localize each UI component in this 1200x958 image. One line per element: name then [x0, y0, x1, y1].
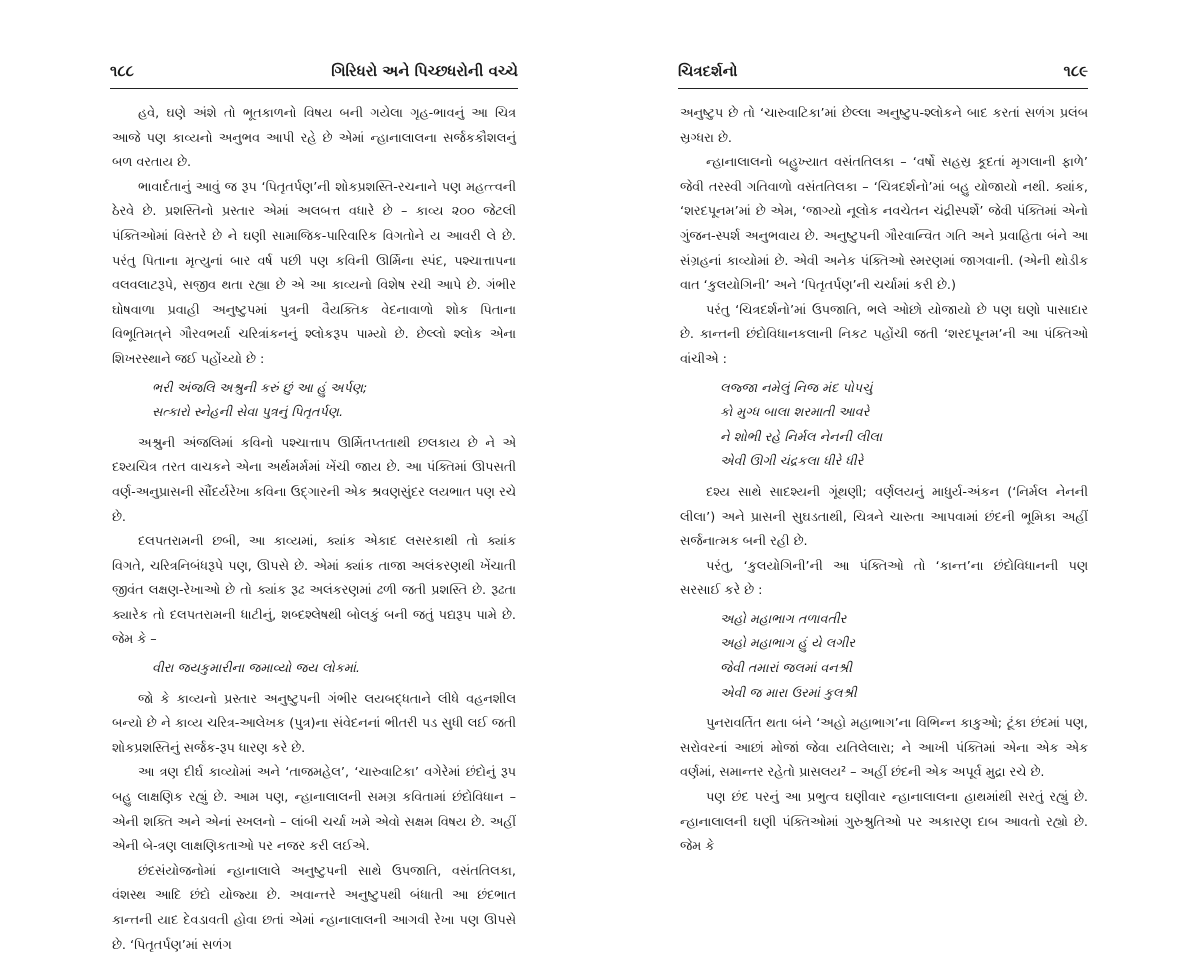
paragraph: ન્હાનાલાલનો બહુખ્યાત વસંતતિલકા – ‘વર્ષો સહસ્ર કૂદતાં મૃગલાની ફાળે’ જેવી તરસ્વી ગતિવાળો વસંતતિલકા – ‘ચિત્રદર્શનો’માં બહુ યોજાયો નથી. ક્યાંક, ‘શરદપૂનમ’માં છે એમ, ‘જાગ્યો નૂલોક નવચેતન ચંદ્રીસ્પર્શે’ જેવી પંક્તિમાં એનો ગુંજન-સ્પર્શ અનુભવાય છે. અનુષ્ટુપની ગૌરવાન્વિત ગતિ અને પ્રવાહિતા બંને આ સંગ્રહનાં કાવ્યોમાં છે. એવી અનેક પંક્તિઓ સ્મરણમાં જાગવાની. (એની થોડીક વાત ‘કુલયોગિની’ અને ‘પિતૃતર્પણ’ની ચર્ચામાં કરી છે.): [680, 155, 1089, 294]
paragraph: પણ છંદ પરનું આ પ્રભુત્વ ઘણીવાર ન્હાનાલાલના હાથમાંથી સરતું રહ્યું છે. ન્હાનાલાલની ઘણી પંક્તિઓમાં ગુરુશ્રુતિઓ પર અકારણ દાબ આવતો રહ્યો છે. જેમ કે: [680, 790, 1088, 855]
right-page-number: ૧૮૯: [1063, 62, 1088, 80]
verse-line: ભરી અંજલિ અશ્રુની કરું છું આ હું અર્પણ;: [152, 380, 368, 396]
paragraph: પરંતુ, ‘કુલયોગિની’ની આ પંક્તિઓ તો ‘કાન્ત’ના છંદોવિધાનની પણ સરસાઈ કરે છે :: [680, 558, 1088, 599]
left-running-title: ગિરિધરો અને પિચ્છધરોની વચ્ચે: [331, 62, 518, 80]
verse-line: એવી ઊગી ચંદ્રકલા ધીરે ધીરે: [720, 454, 864, 470]
verse-block: [112, 377, 516, 426]
verse-line: કો મુગ્ધ બાલા શરમાતી આવરે: [720, 405, 870, 421]
paragraph: છંદસંયોજનોમાં ન્હાનાલાલે અનુષ્ટુપની સાથે ઉપજાતિ, વસંતતિલકા, વંશસ્થ આદિ છંદો યોજ્યા છે. અવાન્તરે અનુષ્ટુપથી બંધાતી આ છંદભાત કાન્તની યાદ દેવડાવતી હોવા છતાં એમાં ન્હાનાલાલની આગવી રેખા પણ ઊપસે છે. ‘પિતૃતર્પણ’માં સળંગ: [112, 863, 516, 953]
verse-line: અહો મહાભાગ તળાવતીર: [720, 611, 847, 627]
verse-line: જેવી તમારાં જલમાં વનશ્રી: [720, 661, 852, 677]
right-header-rule: [678, 88, 1088, 89]
verse-line: ને શોભી રહે નિર્મલ નેનની લીલા: [720, 429, 883, 445]
verse-block: [680, 377, 1088, 475]
verse-line: સત્કારો સ્નેહની સેવા પુત્રનું પિતૃતર્પણ.: [152, 405, 344, 421]
verse-line: એવી જ મારા ઉરમાં કુલશ્રી: [720, 685, 857, 701]
right-page: [600, 0, 1200, 855]
paragraph: પરંતુ ‘ચિત્રદર્શનો’માં ઉપજાતિ, ભલે ઓછો યોજાયો છે પણ ઘણો પાસાદાર છે. કાન્તની છંદોવિધાનકલાની નિકટ પહોંચી જતી ‘શરદપૂનમ’ની આ પંક્તિઓ વાંચીએ :: [680, 302, 1088, 367]
paragraph: ભાવાર્દતાનું આવું જ રૂપ ‘પિતૃતર્પણ’ની શોકપ્રશસ્તિ-રચનાને પણ મહત્ત્વની ઠેરવે છે. પ્રશસ્તિનો પ્રસ્તાર એમાં અલબત્ત વધારે છે – કાવ્ય ૨૦૦ જેટલી પંક્તિઓમાં વિસ્તરે છે ને ઘણી સામાજિક-પારિવારિક વિગતોને ય આવરી લે છે. પરંતુ પિતાના મૃત્યુનાં બાર વર્ષ પછી પણ કવિની ઊર્મિના સ્પંદ, પશ્ચાત્તાપના વલવલાટરૂપે, સજીવ થતા રહ્યા છે એ આ કાવ્યનો વિશેષ રચી આપે છે. ગંભીર ઘોષવાળા પ્રવાહી અનુષ્ટુપમાં પુત્રની વૈયક્તિક વેદનાવાળો શોક પિતાના વિભૂતિમત્‌ને ગૌરવભર્યા ચરિત્રાંકનનું શ્લોકરૂપ પામ્યો છે. છેલ્લો શ્લોક એના શિખરસ્થાને જઈ પહોંચ્યો છે :: [112, 179, 516, 367]
right-running-title: ચિત્રદર્શનો: [678, 62, 738, 80]
right-page-header: [678, 62, 1088, 88]
paragraph: આ ત્રણ દીર્ઘ કાવ્યોમાં અને ‘તાજમહેલ’, ‘ચારુવાટિકા’ વગેરેમાં છંદોનું રૂપ બહુ લાક્ષણિક રહ્યું છે. આમ પણ, ન્હાનાલાલની સમગ્ર કવિતામાં છંદોવિધાન – એની શક્તિ અને એનાં સ્ખલનો – લાંબી ચર્ચા ખમે એવો સક્ષમ વિષય છે. અહીં એની બે-ત્રણ લાક્ષણિકતાઓ પર નજર કરી લઈએ.: [112, 765, 516, 855]
verse-line: વીરા જયકુમારીના જમાવ્યો જય લોકમાં.: [152, 661, 360, 677]
paragraph: અશ્રુની અંજલિમાં કવિનો પશ્ચાત્તાપ ઊર્મિતપ્તતાથી છલકાય છે ને એ દશ્યચિત્ર તરત વાચકને એના અર્થમર્મમાં ખેંચી જાય છે. આ પંક્તિમાં ઊપસતી વર્ણ-અનુપ્રાસની સૌંદર્યરેખા કવિના ઉદ્‌ગારની એક શ્રવણસુંદર લયભાત પણ રચે છે.: [112, 435, 516, 525]
left-page-body: [112, 102, 516, 958]
verse-line: અહો મહાભાગ હું યે લગીર: [720, 636, 855, 652]
paragraph: અનુષ્ટુપ છે તો ‘ચારુવાટિકા’માં છેલ્લા અનુષ્ટુપ-શ્લોકને બાદ કરતાં સળંગ પ્રલંબ સ્રગ્ધરા છે.: [680, 106, 1088, 146]
verse-block: [112, 657, 516, 682]
paragraph: હવે, ઘણે અંશે તો ભૂતકાળનો વિષય બની ગયેલા ગૃહ-ભાવનું આ ચિત્ર આજે પણ કાવ્યનો અનુભવ આપી રહે છે એમાં ન્હાનાલાલના સર્જકકૌશલનું બળ વરતાય છે.: [112, 106, 516, 171]
left-page: [0, 0, 600, 953]
paragraph: દલપતરામની છબી, આ કાવ્યમાં, ક્યાંક એકાદ લસરકાથી તો ક્યાંક વિગતે, ચરિત્રનિબંધરૂપે પણ, ઊપસે છે. એમાં ક્યાંક તાજા અલંકરણથી ખેંચાતી જીવંત લક્ષણ-રેખાઓ છે તો ક્યાંક રૂઢ અલંકરણમાં ઢળી જતી પ્રશસ્તિ છે. રૂઢતા ક્યારેક તો દલપતરામની ધાટીનું, શબ્દશ્લેષથી બોલકું બની જતું પદ્યરૂપ પામે છે. જેમ કે –: [112, 534, 516, 648]
verse-block: [680, 608, 1088, 706]
left-page-header: [110, 62, 518, 88]
left-header-rule: [110, 88, 518, 89]
paragraph: જો કે કાવ્યનો પ્રસ્તાર અનુષ્ટુપની ગંભીર લયબદ્ધતાને લીધે વહનશીલ બન્યો છે ને કાવ્ય ચરિત્ર-આલેખક (પુત્ર)ના સંવેદનનાં ભીતરી પડ સુધી લઈ જતી શોકપ્રશસ્તિનું સર્જક-રૂપ ધારણ કરે છે.: [112, 691, 516, 756]
right-page-body: [680, 102, 1088, 860]
paragraph: પુનરાવર્તિત થતા બંને ‘અહો મહાભાગ’ના વિભિન્ન કાકુઓ; ટૂંકા છંદમાં પણ, સરોવરનાં આછાં મોજાં જેવા યતિલેલારા; ને આખી પંક્તિમાં એના એક એક વર્ણમાં, સમાન્તર રહેતો પ્રાસલય² – અહીં છંદની એક અપૂર્વ મુદ્રા રચે છે.: [680, 716, 1088, 781]
verse-line: લજ્જા નમેલું નિજ મંદ પોપચું: [720, 380, 873, 396]
paragraph: દશ્ય સાથે સાદશ્યની ગૂંથણી; વર્ણલયનું માધુર્ય-અંકન (‘નિર્મલ નેનની લીલા’) અને પ્રાસની સુઘડતાથી, ચિત્રને ચારુતા આપવામાં છંદની ભૂમિકા અહીં સર્જનાત્મક બની રહી છે.: [680, 484, 1088, 550]
left-page-number: ૧૮૮: [110, 62, 134, 80]
